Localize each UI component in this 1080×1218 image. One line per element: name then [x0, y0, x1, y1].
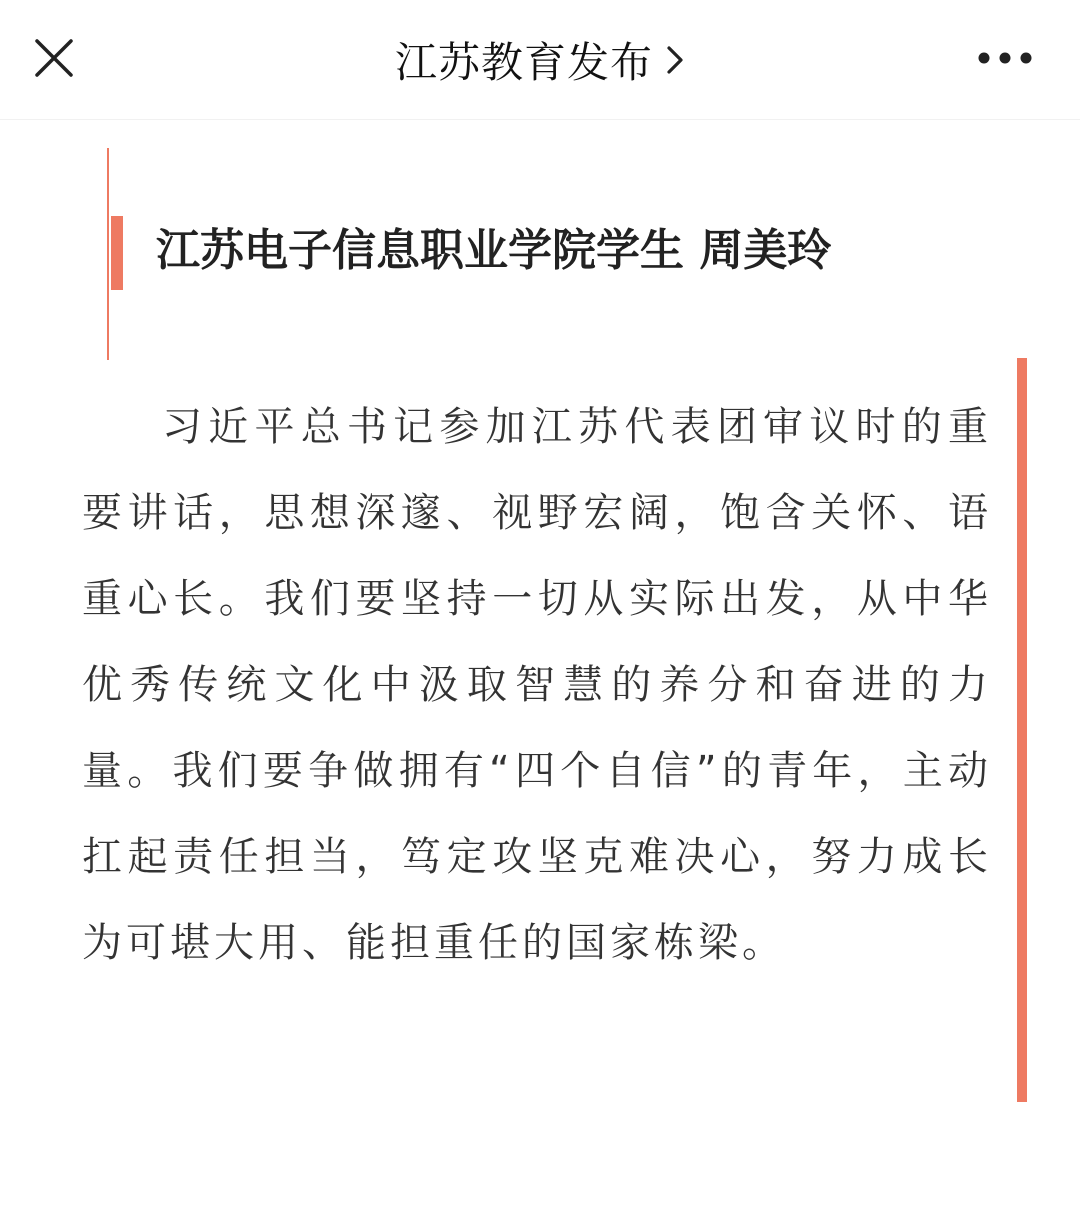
title-accent-bar — [111, 216, 123, 290]
close-icon — [30, 34, 78, 82]
chevron-right-icon — [665, 44, 685, 76]
account-name: 江苏教育发布 — [394, 38, 653, 87]
more-button[interactable] — [972, 40, 1038, 76]
person-title: 江苏电子信息职业学院学生 周美玲 — [156, 225, 832, 276]
top-nav-bar — [0, 0, 1080, 120]
title-divider-line — [107, 148, 109, 360]
account-name-link[interactable] — [340, 30, 740, 90]
quote-paragraph: 习近平总书记参加江苏代表团审议时的重要讲话，思想深邃、视野宏阔，饱含关怀、语重心长。我们要坚持一切从实际出发，从中华优秀传统文化中汲取智慧的养分和奋进的力量。我们要争做拥有“四个自信”的青年，主动扛起责任担当，笃定攻坚克难决心，努力成长为可堪大用、能担重任的国家栋梁。 — [82, 404, 992, 966]
more-dots-icon — [972, 40, 1038, 76]
quote-accent-bar — [1017, 358, 1027, 1102]
close-button[interactable] — [30, 34, 78, 82]
